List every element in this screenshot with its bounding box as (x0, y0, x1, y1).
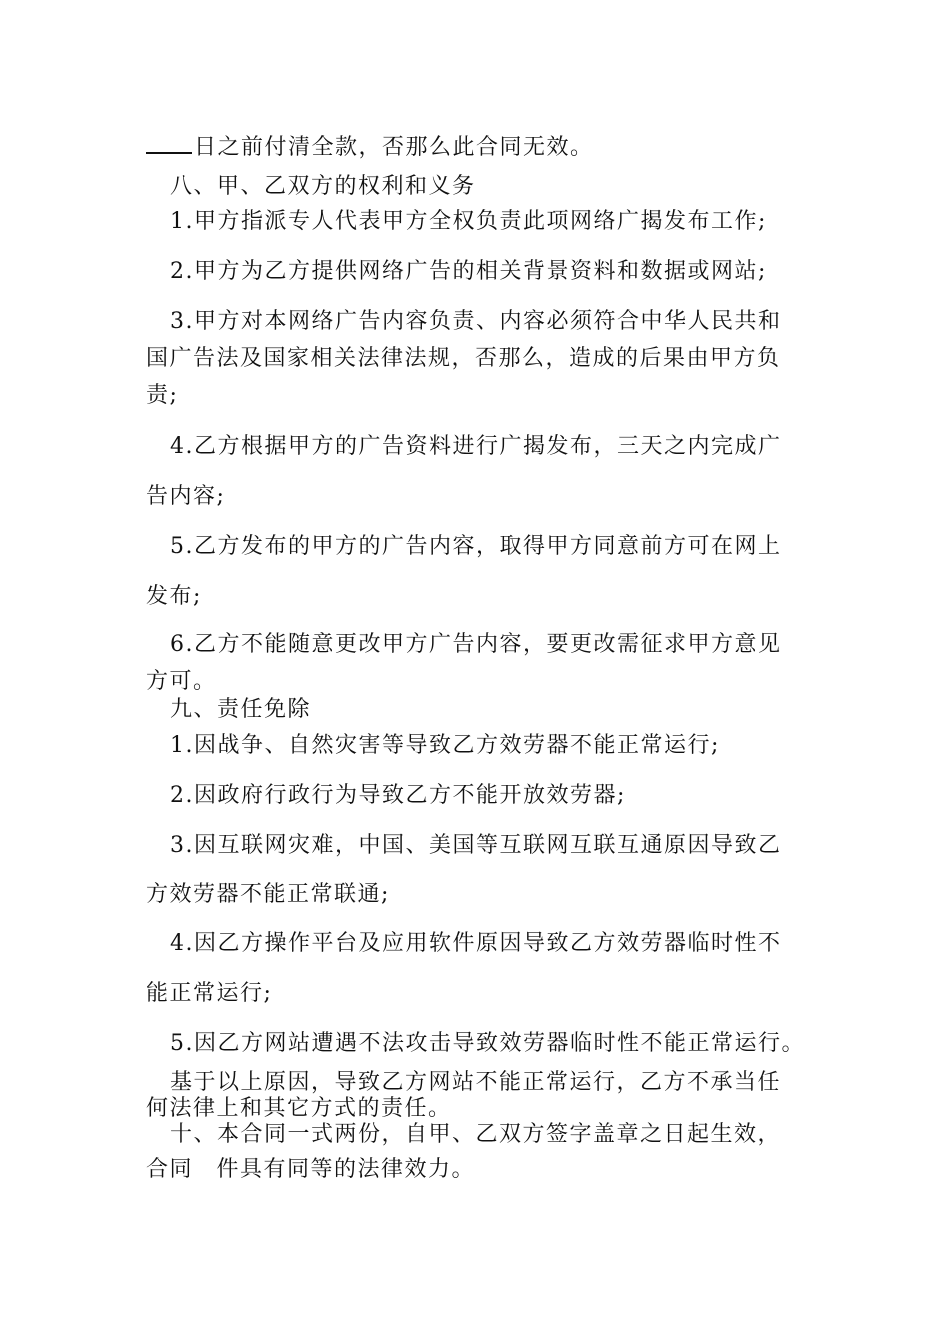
liability-paragraph-line-2: 何法律上和其它方式的责任。 (146, 1096, 452, 1121)
section-8-item-6-line-2: 方可。 (146, 669, 217, 694)
section-8-heading: 八、甲、乙双方的权利和义务 (170, 174, 476, 199)
text-line: 日之前付清全款，否那么此合同无效。 (194, 135, 594, 160)
section-9-item-4-line-1: 4.因乙方操作平台及应用软件原因导致乙方效劳器临时性不 (170, 931, 782, 956)
section-9-item-3-line-1: 3.因互联网灾难，中国、美国等互联网互联互通原因导致乙 (170, 833, 782, 858)
section-8-item-3-line-1: 3.甲方对本网络广告内容负责、内容必须符合中华人民共和 (170, 309, 782, 334)
liability-paragraph-line-1: 基于以上原因，导致乙方网站不能正常运行，乙方不承当任 (170, 1070, 782, 1095)
section-9-item-5: 5.因乙方网站遭遇不法攻击导致效劳器临时性不能正常运行。 (170, 1031, 805, 1056)
payment-clause-line (146, 132, 594, 163)
section-8-item-2: 2.甲方为乙方提供网络广告的相关背景资料和数据或网站; (170, 259, 767, 284)
section-9-item-4-line-2: 能正常运行; (146, 981, 273, 1006)
fill-in-blank (146, 132, 192, 154)
section-9-item-2: 2.因政府行政行为导致乙方不能开放效劳器; (170, 783, 626, 808)
section-8-item-5-line-2: 发布; (146, 584, 202, 609)
section-8-item-4-line-2: 告内容; (146, 484, 226, 509)
section-8-item-6-line-1: 6.乙方不能随意更改甲方广告内容，要更改需征求甲方意见 (170, 632, 782, 657)
section-8-item-5-line-1: 5.乙方发布的甲方的广告内容，取得甲方同意前方可在网上 (170, 534, 782, 559)
section-10-line-2: 合同 件具有同等的法律效力。 (146, 1157, 476, 1182)
section-8-item-3-line-3: 责; (146, 383, 179, 408)
section-8-item-4-line-1: 4.乙方根据甲方的广告资料进行广揭发布，三天之内完成广 (170, 434, 782, 459)
section-8-item-1: 1.甲方指派专人代表甲方全权负责此项网络广揭发布工作; (170, 209, 767, 234)
section-10-line-1: 十、本合同一式两份，自甲、乙双方签字盖章之日起生效， (170, 1122, 782, 1147)
section-9-heading: 九、责任免除 (170, 697, 312, 722)
section-8-item-3-line-2: 国广告法及国家相关法律法规，否那么，造成的后果由甲方负 (146, 346, 781, 371)
section-9-item-1: 1.因战争、自然灾害等导致乙方效劳器不能正常运行; (170, 733, 720, 758)
section-9-item-3-line-2: 方效劳器不能正常联通; (146, 882, 390, 907)
